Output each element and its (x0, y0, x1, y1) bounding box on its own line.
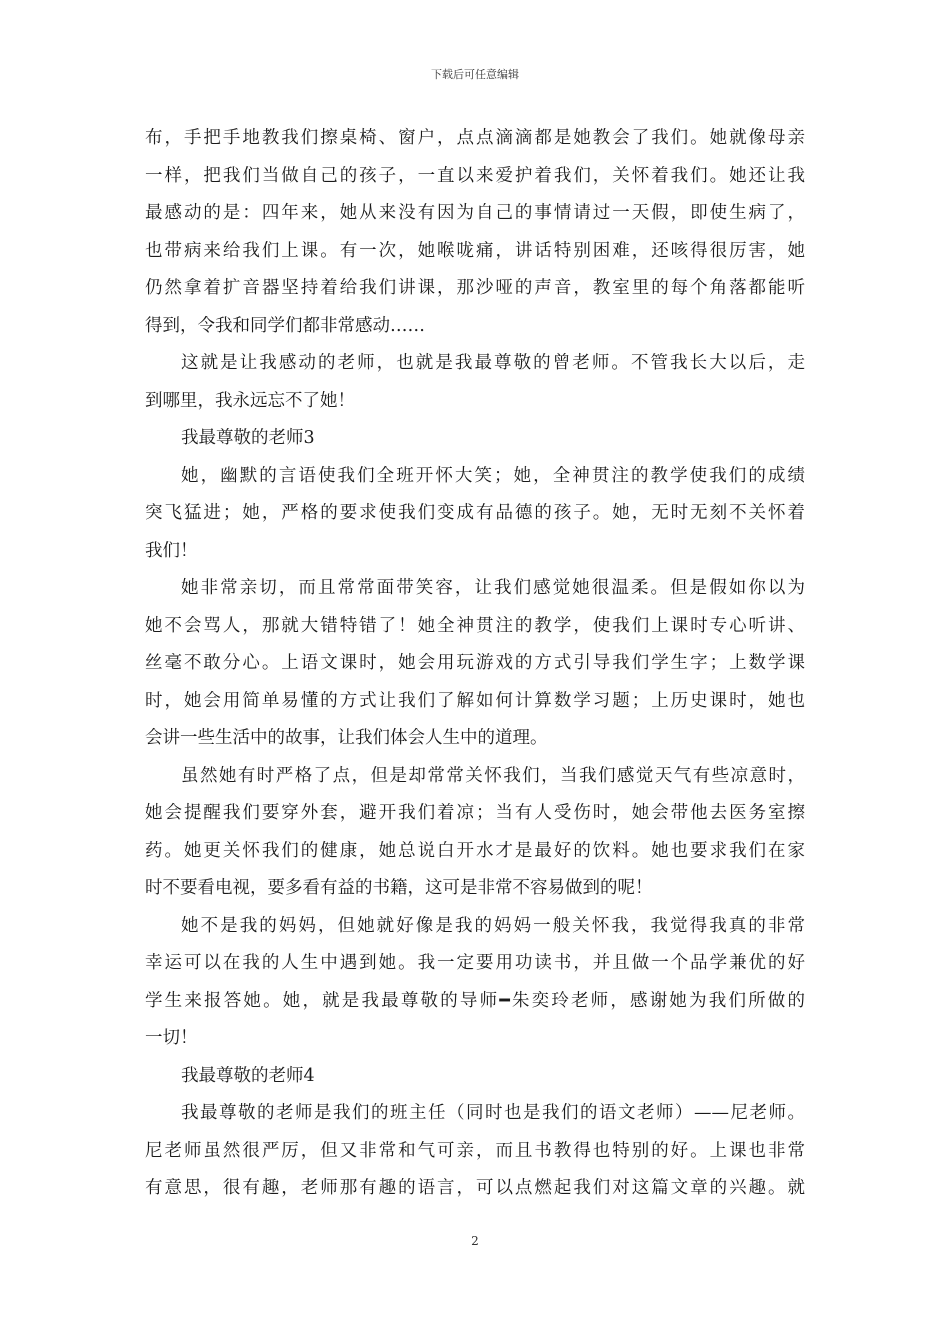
text-line: 一样，把我们当做自己的孩子，一直以来爱护着我们，关怀着我们。她还让我 (145, 165, 805, 186)
text-line: 她不是我的妈妈，但她就好像是我的妈妈一般关怀我，我觉得我真的非常 (181, 915, 805, 936)
section-heading: 我最尊敬的老师4 (181, 1065, 315, 1086)
text-line: 我们！ (145, 540, 198, 561)
text-line: 最感动的是：四年来，她从来没有因为自己的事情请过一天假，即使生病了， (145, 203, 805, 223)
text-line: 丝毫不敢分心。上语文课时，她会用玩游戏的方式引导我们学生字；上数学课 (145, 653, 805, 673)
text-line: 她不会骂人，那就大错特错了！她全神贯注的教学，使我们上课时专心听讲、 (145, 615, 805, 636)
text-line: 这就是让我感动的老师，也就是我最尊敬的曾老师。不管我长大以后，走 (181, 353, 805, 373)
text-line: 得到，令我和同学们都非常感动…… (145, 315, 425, 336)
page-header: 下载后可任意编辑 (431, 68, 519, 81)
text-line: 我最尊敬的老师是我们的班主任（同时也是我们的语文老师）——尼老师。 (181, 1103, 805, 1123)
text-line: 一切！ (145, 1028, 198, 1048)
text-line: 她会提醒我们要穿外套，避开我们着凉；当有人受伤时，她会带他去医务室擦 (145, 803, 805, 823)
text-line: 也带病来给我们上课。有一次，她喉咙痛，讲话特别困难，还咳得很厉害，她 (145, 240, 805, 261)
text-line: 尼老师虽然很严厉，但又非常和气可亲，而且书教得也特别的好。上课也非常 (145, 1140, 805, 1161)
text-line: 时，她会用简单易懂的方式让我们了解如何计算数学习题；上历史课时，她也 (145, 690, 805, 711)
page-number: 2 (471, 1234, 479, 1248)
text-line: 幸运可以在我的人生中遇到她。我一定要用功读书，并且做一个品学兼优的好 (145, 953, 805, 973)
text-line: 到哪里，我永远忘不了她！ (145, 390, 355, 411)
text-line: 虽然她有时严格了点，但是却常常关怀我们，当我们感觉天气有些凉意时， (181, 765, 805, 786)
text-line: 药。她更关怀我们的健康，她总说白开水才是最好的饮料。她也要求我们在家 (145, 840, 805, 861)
text-line: 有意思，很有趣，老师那有趣的语言，可以点燃起我们对这篇文章的兴趣。就 (145, 1178, 805, 1198)
text-line: 会讲一些生活中的故事，让我们体会人生中的道理。 (145, 728, 548, 748)
section-heading: 我最尊敬的老师3 (181, 428, 315, 448)
text-line: 她，幽默的言语使我们全班开怀大笑；她，全神贯注的教学使我们的成绩 (181, 465, 805, 486)
text-line: 突飞猛进；她，严格的要求使我们变成有品德的孩子。她，无时无刻不关怀着 (145, 503, 805, 523)
text-line: 时不要看电视，要多看有益的书籍，这可是非常不容易做到的呢！ (145, 878, 653, 898)
text-line: 她非常亲切，而且常常面带笑容，让我们感觉她很温柔。但是假如你以为 (181, 578, 805, 598)
text-line: 布，手把手地教我们擦桌椅、窗户，点点滴滴都是她教会了我们。她就像母亲 (145, 128, 805, 148)
text-line: 学生来报答她。她，就是我最尊敬的导师━朱奕玲老师，感谢她为我们所做的 (145, 990, 805, 1011)
document-body (145, 120, 805, 1208)
text-line: 仍然拿着扩音器坚持着给我们讲课，那沙哑的声音，教室里的每个角落都能听 (145, 278, 805, 298)
